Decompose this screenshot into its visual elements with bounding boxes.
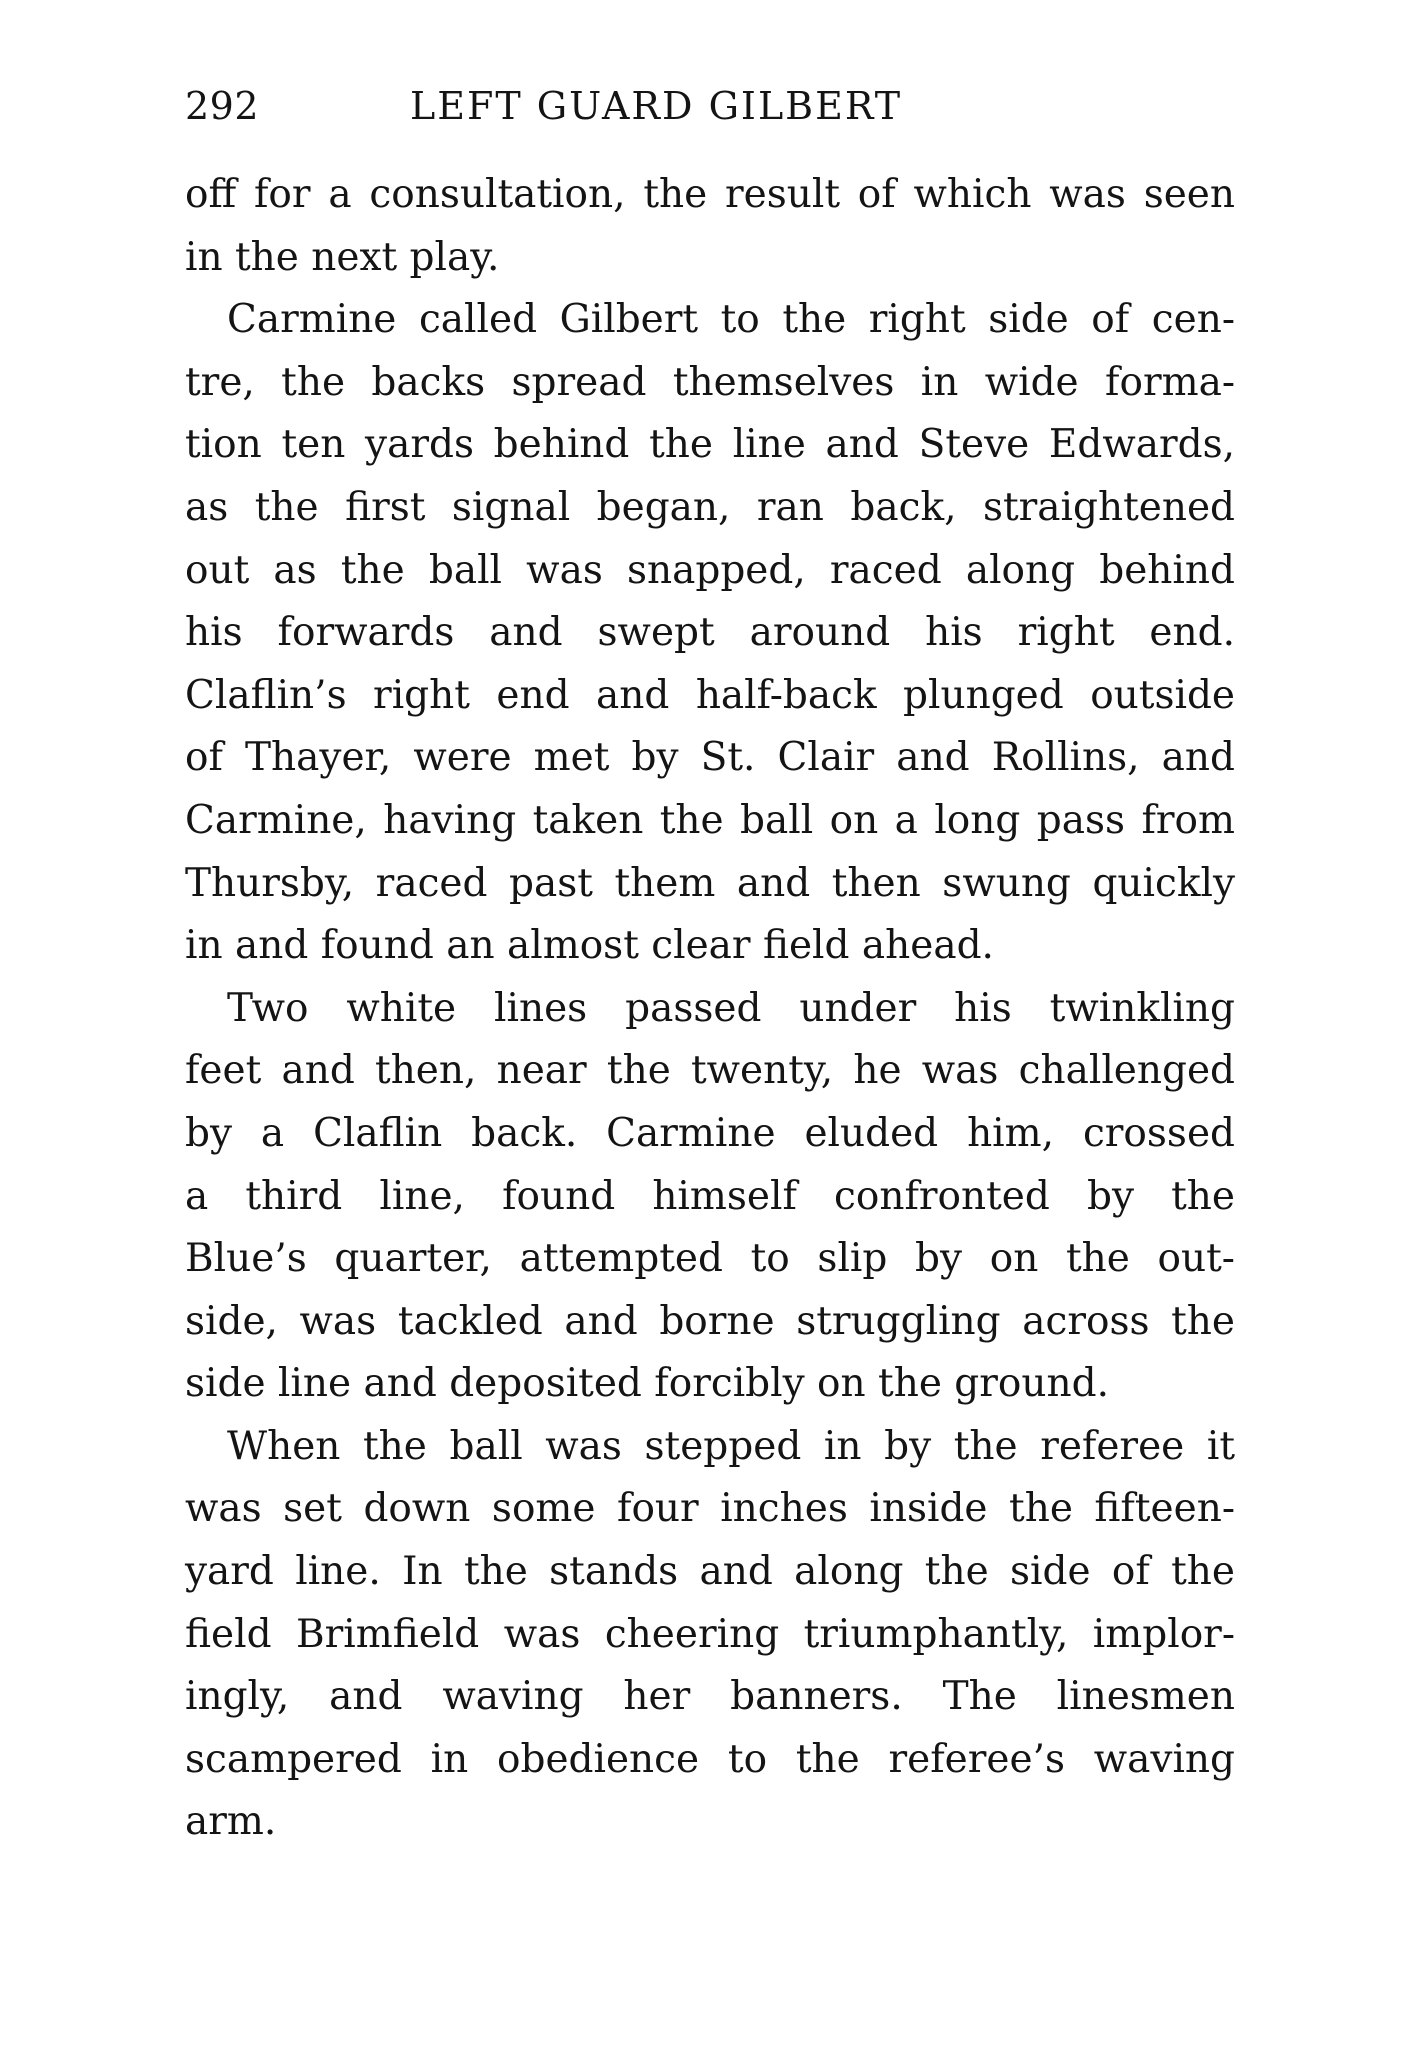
text-line: in and found an almost clear field ahead. bbox=[185, 923, 994, 969]
text-line: side, was tackled and borne struggling across the bbox=[185, 1298, 1235, 1344]
text-line: a third line, found himself confronted by the bbox=[185, 1173, 1235, 1219]
paragraph-first-line: When the ball was stepped in by the referee it bbox=[227, 1423, 1235, 1469]
running-head: LEFT GUARD GILBERT bbox=[410, 84, 903, 128]
text-line: by a Claflin back. Carmine eluded him, crossed bbox=[185, 1110, 1235, 1156]
text-line: of Thayer, were met by St. Clair and Rollins, and bbox=[185, 735, 1235, 781]
text-line: was set down some four inches inside the fifteen- bbox=[185, 1486, 1235, 1532]
text-line: out as the ball was snapped, raced along behind bbox=[185, 547, 1235, 593]
paragraph-first-line: Two white lines passed under his twinkling bbox=[227, 985, 1235, 1031]
text-line: tion ten yards behind the line and Steve Edwards, bbox=[185, 422, 1235, 468]
text-line: Claflin’s right end and half-back plunged outside bbox=[185, 672, 1235, 718]
text-line: yard line. In the stands and along the side of the bbox=[185, 1549, 1235, 1595]
text-line: his forwards and swept around his right end. bbox=[185, 610, 1235, 656]
text-line: ingly, and waving her banners. The linesmen bbox=[185, 1674, 1235, 1720]
text-line: in the next play. bbox=[185, 234, 500, 280]
text-line: scampered in obedience to the referee’s waving bbox=[185, 1736, 1235, 1782]
text-line: tre, the backs spread themselves in wide forma- bbox=[185, 359, 1235, 405]
text-line: as the first signal began, ran back, straightened bbox=[185, 484, 1235, 530]
body-text bbox=[185, 164, 1235, 1854]
text-line: side line and deposited forcibly on the ground. bbox=[185, 1361, 1109, 1407]
page-number: 292 bbox=[185, 84, 260, 128]
page-header bbox=[185, 76, 1235, 136]
text-line: field Brimfield was cheering triumphantly, implor- bbox=[185, 1611, 1235, 1657]
text-line: feet and then, near the twenty, he was challenged bbox=[185, 1048, 1235, 1094]
text-line: off for a consultation, the result of which was seen bbox=[185, 172, 1235, 217]
text-line: Carmine, having taken the ball on a long pass from bbox=[185, 797, 1235, 843]
text-line: Blue’s quarter, attempted to slip by on the out- bbox=[185, 1236, 1235, 1282]
paragraph-first-line: Carmine called Gilbert to the right side of cen- bbox=[227, 297, 1235, 343]
text-line: Thursby, raced past them and then swung quickly bbox=[185, 860, 1235, 906]
text-line: arm. bbox=[185, 1799, 277, 1845]
